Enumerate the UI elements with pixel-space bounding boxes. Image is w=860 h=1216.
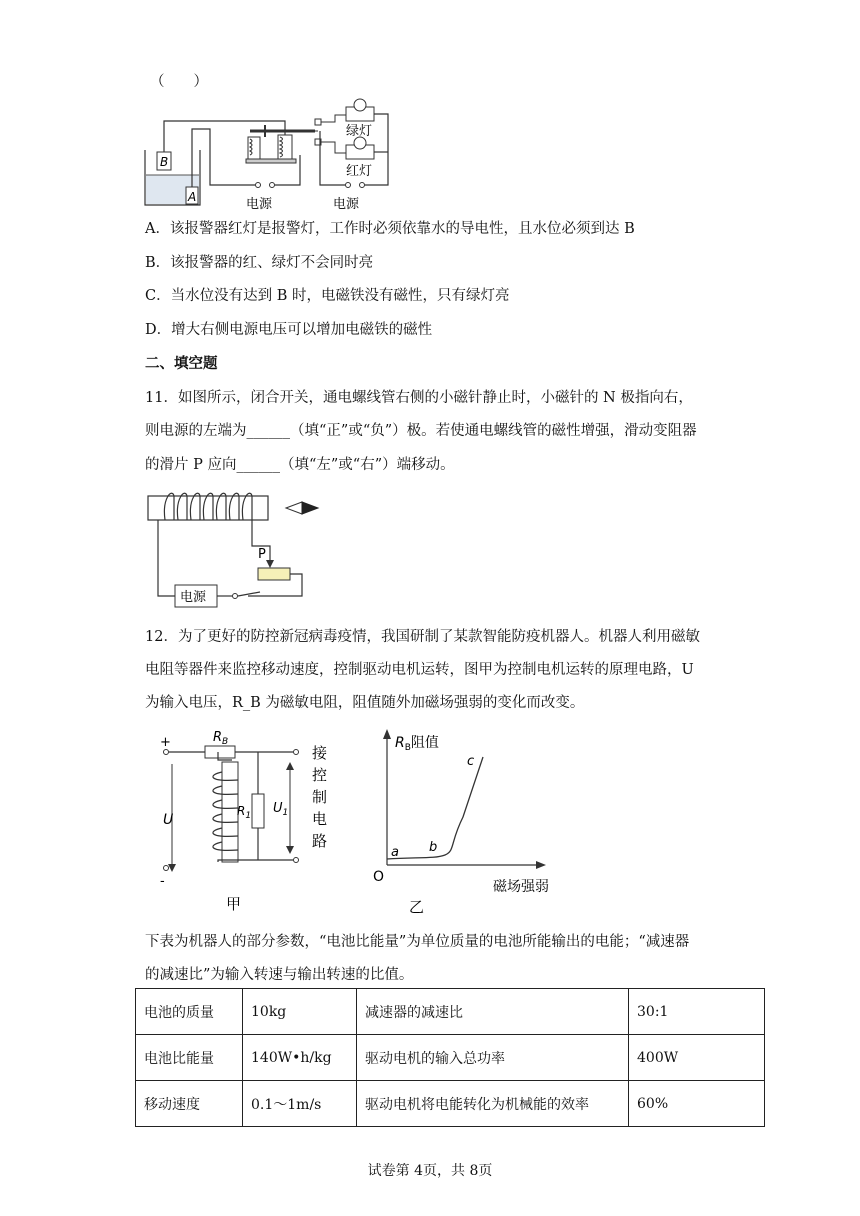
table-cell: 电池比能量 [136, 1035, 243, 1081]
xaxis-label: 磁场强弱 [493, 879, 549, 895]
source-label-2: 电源 [333, 197, 360, 212]
electrode-a-label: A [188, 190, 197, 204]
answer-paren: （ ） [150, 74, 208, 90]
table-cell: 140W•h/kg [243, 1035, 357, 1081]
red-lamp-label: 红灯 [346, 164, 373, 179]
parameter-table [135, 988, 765, 1127]
table-cell: 驱动电机的输入总功率 [357, 1035, 629, 1081]
q11-line-3: 的滑片 P 应向______（填“左”或“右”）端移动。 [145, 457, 455, 473]
table-cell: 10kg [243, 989, 357, 1035]
minus-label: - [160, 874, 165, 889]
solenoid-figure [140, 488, 340, 617]
table-row [136, 989, 765, 1035]
table-cell: 400W [629, 1035, 765, 1081]
caption-jia: 甲 [226, 895, 242, 913]
slider-p-label: P [258, 547, 266, 562]
side-label-1: 接 [312, 744, 328, 762]
option-c: C．当水位没有达到 B 时，电磁铁没有磁性，只有绿灯亮 [145, 288, 510, 304]
table-cell: 0.1～1m/s [243, 1081, 357, 1127]
point-c-label: c [467, 754, 475, 769]
figure-yi [365, 725, 595, 924]
q12-line-1: 12．为了更好的防控新冠病毒疫情，我国研制了某款智能防疫机器人。机器人利用磁敏 [145, 629, 700, 645]
table-row [136, 1081, 765, 1127]
point-a-label: a [391, 845, 399, 860]
section-heading: 二、填空题 [145, 355, 218, 372]
rb-label: $R_B$ [213, 730, 229, 747]
figure-jia [150, 722, 350, 921]
green-lamp-label: 绿灯 [346, 124, 373, 139]
q11-line-1: 11．如图所示，闭合开关，通电螺线管右侧的小磁针静止时，小磁针的 N 极指向右， [145, 390, 693, 406]
table-cell: 驱动电机将电能转化为机械能的效率 [357, 1081, 629, 1127]
side-label-3: 制 [312, 788, 328, 806]
side-label-4: 电 [312, 810, 328, 828]
table-intro-1: 下表为机器人的部分参数，“电池比能量”为单位质量的电池所能输出的电能；“减速器 [145, 934, 690, 950]
option-b: B．该报警器的红、绿灯不会同时亮 [145, 255, 374, 271]
option-a: A．该报警器红灯是报警灯，工作时必须依靠水的导电性，且水位必须到达 B [145, 221, 635, 237]
electrode-b-label: B [160, 155, 169, 169]
page-footer: 试卷第 4页，共 8页 [367, 1163, 493, 1179]
table-row [136, 1035, 765, 1081]
option-d: D．增大右侧电源电压可以增加电磁铁的磁性 [145, 322, 433, 338]
origin-label: O [373, 869, 385, 885]
u-label: U [163, 812, 174, 828]
table-cell: 电池的质量 [136, 989, 243, 1035]
plus-label: + [160, 735, 171, 750]
table-cell: 60% [629, 1081, 765, 1127]
alarm-circuit-figure [140, 95, 400, 219]
q12-line-2: 电阻等器件来监控移动速度，控制驱动电机运转，图甲为控制电机运转的原理电路，U [145, 662, 694, 678]
side-label-5: 路 [312, 832, 328, 850]
source-label-1: 电源 [246, 197, 273, 212]
side-label-2: 控 [312, 766, 328, 784]
table-cell: 减速器的减速比 [357, 989, 629, 1035]
q12-line-3: 为输入电压，R_B 为磁敏电阻，阻值随外加磁场强弱的变化而改变。 [145, 695, 585, 711]
u1-label: $U_1$ [273, 801, 289, 818]
yaxis-label: $R_B$阻值 [395, 735, 439, 753]
r1-label: $R_1$ [237, 804, 252, 821]
q11-source-label: 电源 [180, 590, 207, 605]
table-intro-2: 的减速比”为输入转速与输出转速的比值。 [145, 967, 414, 983]
q11-line-2: 则电源的左端为______（填“正”或“负”）极。若使通电螺线管的磁性增强，滑动变阻器 [145, 423, 697, 439]
table-cell: 移动速度 [136, 1081, 243, 1127]
table-cell: 30:1 [629, 989, 765, 1035]
caption-yi: 乙 [409, 898, 425, 916]
point-b-label: b [429, 840, 438, 855]
